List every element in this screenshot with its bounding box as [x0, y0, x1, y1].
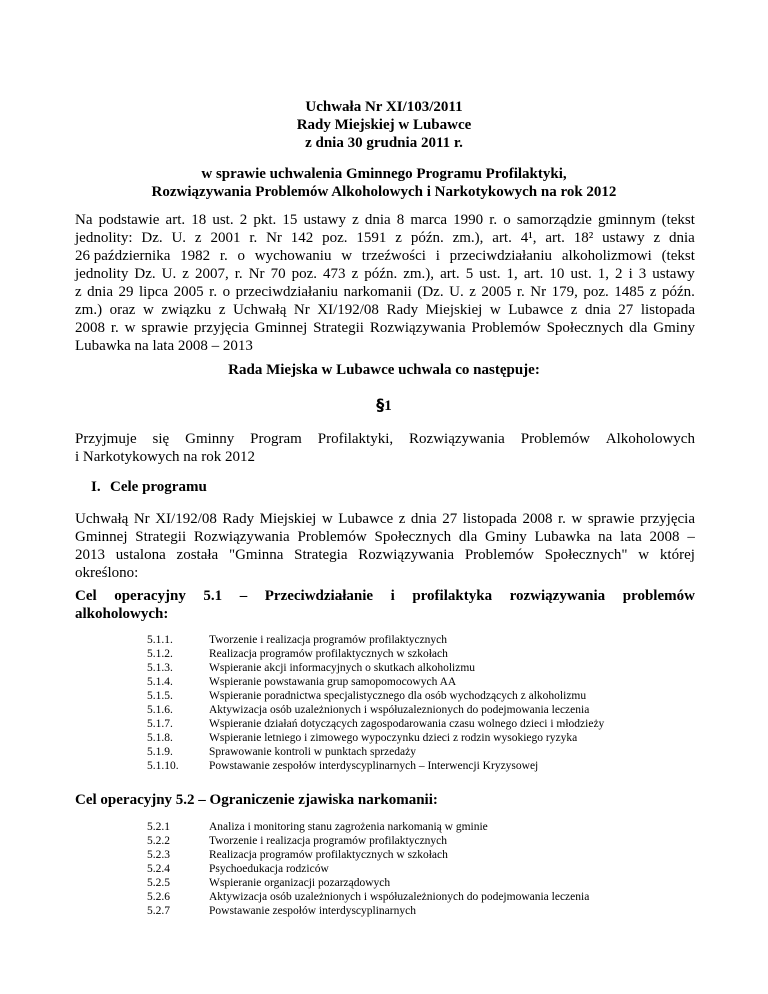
legal-basis-line: [75, 247, 695, 265]
legal-basis-word: art.: [440, 266, 460, 282]
section-1-word: 27: [442, 511, 458, 527]
legal-basis-word: Problemów: [471, 320, 541, 336]
legal-basis-word: zm.),: [452, 230, 484, 246]
legal-basis-word: oraz: [109, 302, 136, 318]
legal-basis-word: 70: [270, 266, 286, 282]
legal-basis-word: art.: [545, 230, 565, 246]
legal-basis-word: w: [341, 248, 353, 264]
legal-basis-word: Rady: [386, 302, 419, 318]
paragraph-1-word: Przyjmuje: [75, 431, 137, 447]
legal-basis-word: w: [142, 302, 154, 318]
legal-basis-word: jednolity: [75, 266, 129, 282]
legal-basis-word: 29: [118, 284, 134, 300]
section-1-word: w: [571, 511, 583, 527]
goal-51-item-text: Tworzenie i realizacja programów profilaktycznych: [209, 634, 448, 646]
section-1-word: 2008: [649, 529, 680, 545]
goal-51-item: [147, 703, 707, 717]
goal-52-list: [147, 820, 707, 918]
paragraph-1-word: Profilaktyki,: [317, 431, 394, 447]
legal-basis-word: o: [503, 212, 511, 228]
legal-basis-word: z: [194, 230, 202, 246]
goal-51-item-number: 5.1.6.: [147, 704, 173, 716]
legal-basis-word: pkt.: [253, 212, 277, 228]
legal-basis-word: Gminy: [653, 320, 695, 336]
legal-basis-word: Uchwałą: [233, 302, 287, 318]
legal-basis-line: [75, 319, 695, 337]
legal-basis-word: 1591: [356, 230, 387, 246]
goal-52-item: [147, 862, 707, 876]
goal-51-item: [147, 647, 707, 661]
section-1-paragraph: [75, 510, 695, 582]
section-1-word: dla: [458, 529, 478, 545]
goal-51-item-number: 5.1.5.: [147, 690, 173, 702]
legal-basis-word: poz.: [583, 284, 609, 300]
legal-basis-word: Na: [75, 212, 93, 228]
legal-basis-word: 1,: [506, 266, 518, 282]
section-1-line: [75, 510, 695, 528]
legal-basis-word: (tekst: [661, 212, 695, 228]
goal-52-item-number: 5.2.1: [147, 821, 170, 833]
goal-52-item-text: Psychoedukacja rodziców: [209, 863, 329, 875]
legal-basis-word: narkomanii: [343, 284, 412, 300]
section-1-word: dnia: [410, 511, 437, 527]
section-1-word: 2013: [75, 547, 105, 563]
goal-51-item: [147, 759, 707, 773]
resolution-number: Uchwała Nr XI/103/2011: [305, 99, 463, 115]
goal-52-item-number: 5.2.6: [147, 891, 170, 903]
goal-51-item: [147, 731, 707, 745]
paragraph-1-word: Problemów: [520, 431, 590, 447]
paragraph-1-word: Gminny: [185, 431, 235, 447]
section-1-word: została: [176, 547, 219, 563]
legal-basis-word: dnia: [584, 302, 611, 318]
section-1-word: z: [398, 511, 406, 527]
legal-basis-word: Nr: [293, 302, 310, 318]
legal-basis-word: z: [469, 284, 476, 300]
goal-51-word: profilaktyka: [412, 588, 493, 604]
goal-52-item-number: 5.2.7: [147, 905, 170, 917]
legal-basis-word: z: [395, 230, 402, 246]
legal-basis-word: 3: [638, 266, 647, 282]
legal-basis-word: 10: [549, 266, 565, 282]
goal-51-item-text: Wspieranie powstawania grup samopomocowych AA: [209, 676, 457, 688]
goal-51-item-text: Wspieranie poradnictwa specjalistycznego dla osób wychodzących z alkoholizmu: [209, 690, 587, 702]
legal-basis-word: z: [351, 266, 359, 282]
legal-basis-word: 2: [239, 212, 248, 228]
goal-51-word: i: [390, 588, 395, 604]
goal-52-item-text: Tworzenie i realizacja programów profilaktycznych: [209, 835, 448, 847]
legal-basis-word: Społecznych: [546, 320, 624, 336]
goal-52-item-number: 5.2.2: [147, 835, 170, 847]
legal-basis-word: zm.): [75, 302, 103, 318]
legal-basis-word: dnia: [669, 230, 695, 246]
section-1-word: Lubawka: [534, 529, 591, 545]
legal-basis-word: poz.: [291, 266, 318, 282]
section-1-word: w: [321, 511, 333, 527]
legal-basis-word: 18: [191, 212, 207, 228]
legal-basis-word: art.: [492, 230, 512, 246]
subject-line-2: Rozwiązywania Problemów Alkoholowych i Narkotykowych na rok 2012: [151, 184, 617, 200]
legal-basis-word: r.: [489, 212, 498, 228]
resolution-title: [0, 98, 768, 152]
goal-52-item: [147, 876, 707, 890]
goal-51-item-number: 5.1.1.: [147, 634, 173, 646]
legal-basis-word: i: [628, 266, 633, 282]
legal-basis-word: U.: [161, 266, 177, 282]
legal-basis-word: Gminnej: [254, 320, 308, 336]
goal-52-item-number: 5.2.3: [147, 849, 170, 861]
goal-52-item: [147, 904, 707, 918]
legal-basis-last-line: Lubawka na lata 2008 – 2013: [75, 338, 253, 354]
goal-51-item: [147, 675, 707, 689]
paragraph-1-line-2: i Narkotykowych na rok 2012: [75, 449, 255, 465]
legal-basis-word: 142: [290, 230, 314, 246]
legal-basis-line: [75, 265, 695, 283]
legal-basis-line: [75, 229, 695, 247]
goal-52-item-text: Realizacja programów profilaktycznych w szkołach: [209, 849, 448, 861]
legal-basis-line: [75, 301, 695, 319]
legal-basis-word: późn.: [410, 230, 444, 246]
legal-basis-word: 473: [323, 266, 346, 282]
legal-basis-word: Lubawce: [508, 302, 564, 318]
goal-51-item-number: 5.1.10.: [147, 760, 179, 772]
goal-52-item-number: 5.2.5: [147, 877, 170, 889]
legal-basis-word: ust.: [212, 212, 234, 228]
legal-basis-word: sprawie: [141, 320, 189, 336]
goal-51-item: [147, 661, 707, 675]
legal-basis-word: r.: [234, 266, 243, 282]
legal-basis-word: późn.: [661, 284, 695, 300]
legal-basis-word: Dz.: [141, 230, 163, 246]
goal-51-item-text: Wspieranie letniego i zimowego wypoczynku dzieci z rodzin wysokiego ryzyka: [209, 732, 578, 744]
paragraph-heading: [0, 395, 768, 416]
legal-basis-word: 1,: [597, 266, 609, 282]
goal-51-word: operacyjny: [114, 588, 186, 604]
section-1-word: której: [659, 547, 695, 563]
section-1-word: Rady: [222, 511, 255, 527]
legal-basis-word: jednolity:: [75, 230, 133, 246]
legal-basis-word: dla: [629, 320, 648, 336]
legal-basis-word: gminnym: [597, 212, 656, 228]
legal-basis-word: z: [352, 212, 359, 228]
legal-basis-word: ust.: [570, 266, 592, 282]
goal-51-word: 5.1: [203, 588, 223, 604]
legal-basis-word: r.: [516, 284, 525, 300]
legal-basis-word: ustawy: [652, 266, 695, 282]
section-1-word: "Gminna: [228, 547, 284, 563]
goal-51-item-number: 5.1.4.: [147, 676, 173, 688]
legal-basis-word: 8: [396, 212, 405, 228]
goal-51-item-number: 5.1.2.: [147, 648, 173, 660]
section-1-word: sprawie: [587, 511, 635, 527]
paragraph-1-line-1: [75, 430, 695, 448]
section-1-word: Uchwałą: [75, 511, 129, 527]
section-1-word: Gminnej: [75, 529, 128, 545]
paragraph-sign: §: [376, 395, 385, 414]
legal-basis-word: wychowaniu: [254, 248, 332, 264]
goal-52-item: [147, 820, 707, 834]
goal-51-line-2: alkoholowych:: [75, 606, 169, 622]
legal-basis-word: 1990: [453, 212, 484, 228]
section-1-word: Strategia: [294, 547, 348, 563]
legal-basis-word: związku: [161, 302, 212, 318]
legal-basis-word: (Dz.: [417, 284, 444, 300]
legal-basis-word: Strategii: [313, 320, 364, 336]
legal-basis-word: z: [182, 266, 189, 282]
legal-basis-word: z: [570, 302, 578, 318]
goal-51-item-number: 5.1.3.: [147, 662, 173, 674]
legal-basis-word: alkoholizmowi: [561, 248, 652, 264]
goal-52-item-text: Aktywizacja osób uzależnionych i współuzależnionych do podejmowania leczenia: [209, 891, 590, 903]
legal-basis-word: 26 października: [75, 248, 171, 264]
legal-basis-word: z: [75, 284, 82, 300]
section-number: I.: [91, 479, 101, 495]
legal-basis-word: 2008: [75, 320, 105, 336]
section-1-line: [75, 528, 695, 546]
section-1-word: Nr: [133, 511, 150, 527]
goal-51-item-number: 5.1.9.: [147, 746, 173, 758]
legal-basis-word: XI/192/08: [317, 302, 379, 318]
section-1-word: Rozwiązywania: [358, 547, 455, 563]
legal-basis-word: 18²: [573, 230, 594, 246]
section-1-word: Problemów: [297, 529, 367, 545]
goal-52-item-text: Wspieranie organizacji pozarządowych: [209, 877, 391, 889]
section-1-word: przyjęcia: [640, 511, 695, 527]
resolution-statement: Rada Miejska w Lubawce uchwala co następuje:: [228, 362, 540, 378]
goal-51-item-text: Aktywizacja osób uzależnionych i współuzaleznionych do podejmowania leczenia: [209, 704, 590, 716]
legal-basis-word: listopada: [640, 302, 695, 318]
legal-basis-word: dnia: [364, 212, 391, 228]
legal-basis-word: i: [435, 248, 440, 264]
section-1-last-line: określono:: [75, 565, 139, 581]
goal-51-item-text: Wspieranie akcji informacyjnych o skutkach alkoholizmu: [209, 662, 476, 674]
legal-basis-word: 2: [615, 266, 623, 282]
paragraph-1-text: [75, 430, 695, 466]
section-1-word: Rozwiązywania: [193, 529, 290, 545]
legal-basis-word: w: [124, 320, 136, 336]
legal-basis-word: Dz.: [134, 266, 156, 282]
legal-basis-line: [75, 211, 695, 229]
goal-52-item-number: 5.2.4: [147, 863, 170, 875]
legal-basis-word: r.: [249, 230, 258, 246]
goal-51-item-text: Realizacja programów profilaktycznych w szkołach: [209, 648, 448, 660]
paragraph-1-word: się: [152, 431, 170, 447]
legal-basis-word: ust.: [479, 266, 501, 282]
legal-basis-word: z: [218, 302, 226, 318]
legal-basis-word: art.: [165, 212, 186, 228]
legal-basis-word: 1485: [614, 284, 645, 300]
legal-basis-word: samorządzie: [516, 212, 592, 228]
legal-basis-word: Nr: [248, 266, 265, 282]
legal-basis-word: 2007,: [194, 266, 229, 282]
legal-basis-word: Rozwiązywania: [369, 320, 466, 336]
goal-52-item-text: Powstawanie zespołów interdyscyplinarnych: [209, 905, 416, 917]
goal-51-word: Przeciwdziałanie: [264, 588, 374, 604]
legal-basis-word: 5: [465, 266, 474, 282]
legal-basis-word: w: [489, 302, 501, 318]
section-1-word: Strategii: [135, 529, 187, 545]
goal-51-item: [147, 745, 707, 759]
legal-basis-word: r.: [219, 248, 228, 264]
goal-51-item-text: Powstawanie zespołów interdyscyplinarnych – Interwencji Kryzysowej: [209, 760, 539, 772]
legal-basis-word: późn.: [364, 266, 398, 282]
legal-basis-word: r.: [110, 320, 119, 336]
legal-basis-word: z: [649, 284, 657, 300]
goal-51-item-number: 5.1.8.: [147, 732, 173, 744]
section-1-word: Lubawce: [338, 511, 394, 527]
subject-line-1: w sprawie uchwalenia Gminnego Programu Profilaktyki,: [201, 166, 567, 182]
goal-51-line-1: [75, 587, 695, 605]
legal-basis-word: Miejskiej: [425, 302, 483, 318]
legal-basis-word: podstawie: [98, 212, 160, 228]
goal-52-item-text: Analiza i monitoring stanu zagrożenia narkomanią w gminie: [209, 821, 488, 833]
legal-basis-word: ustawy: [602, 230, 645, 246]
goal-51-item: [147, 633, 707, 647]
section-1-word: –: [687, 529, 695, 545]
legal-basis-word: (tekst: [661, 248, 695, 264]
section-1-word: w: [638, 547, 650, 563]
section-1-word: lata: [620, 529, 642, 545]
legal-basis-word: 2005: [481, 284, 512, 300]
goal-52-item: [147, 834, 707, 848]
resolution-subject: [0, 165, 768, 201]
section-1-word: Miejskiej: [259, 511, 317, 527]
goal-51-heading: [75, 587, 695, 623]
legal-basis-word: 27: [618, 302, 634, 318]
paragraph-1-word: Alkoholowych: [605, 431, 695, 447]
section-title: Cele programu: [110, 479, 207, 495]
legal-basis-word: dnia: [87, 284, 113, 300]
paragraph-1-word: Program: [250, 431, 302, 447]
legal-basis-word: przeciwdziałaniu: [235, 284, 339, 300]
section-1-word: Problemów: [464, 547, 534, 563]
legal-basis-line: [75, 283, 695, 301]
goal-51-word: rozwiązywania: [509, 588, 606, 604]
legal-basis-word: 15: [282, 212, 298, 228]
goal-51-word: problemów: [622, 588, 695, 604]
legal-basis-paragraph: [75, 211, 695, 355]
legal-basis-word: 1982: [180, 248, 211, 264]
legal-basis-word: trzeźwości: [361, 248, 426, 264]
section-1-word: 2008: [522, 511, 553, 527]
section-1-word: r.: [558, 511, 566, 527]
goal-51-item: [147, 689, 707, 703]
legal-basis-word: Nr: [266, 230, 282, 246]
section-1-line: [75, 546, 695, 564]
council-name: Rady Miejskiej w Lubawce: [296, 117, 472, 133]
legal-basis-word: zm.),: [403, 266, 435, 282]
legal-basis-word: 179,: [551, 284, 578, 300]
legal-basis-word: 2005: [173, 284, 204, 300]
section-1-word: XI/192/08: [155, 511, 217, 527]
goal-51-item: [147, 717, 707, 731]
goal-51-item-text: Sprawowanie kontroli w punktach sprzedaży: [209, 746, 416, 758]
legal-basis-word: o: [237, 248, 246, 264]
section-1-word: Społecznych": [544, 547, 628, 563]
paragraph-1-word: Rozwiązywania: [409, 431, 505, 447]
legal-basis-word: z: [653, 230, 661, 246]
legal-basis-word: przyjęcia: [193, 320, 249, 336]
legal-basis-word: przeciwdziałaniu: [449, 248, 553, 264]
goal-51-word: –: [239, 588, 248, 604]
goal-52-heading: Cel operacyjny 5.2 – Ograniczenie zjawiska narkomanii:: [75, 792, 438, 808]
legal-basis-word: Nr: [530, 284, 547, 300]
legal-basis-word: lipca: [139, 284, 169, 300]
resolution-date: z dnia 30 grudnia 2011 r.: [305, 135, 463, 151]
legal-basis-word: o: [222, 284, 231, 300]
legal-basis-word: U.: [449, 284, 464, 300]
legal-basis-word: marca: [410, 212, 448, 228]
goal-51-word: Cel: [75, 588, 97, 604]
goal-52-item: [147, 890, 707, 904]
section-heading: [91, 478, 207, 496]
legal-basis-word: 2001: [210, 230, 241, 246]
legal-basis-word: art.: [523, 266, 544, 282]
paragraph-number: 1: [384, 398, 392, 414]
goal-51-item-text: Wspieranie działań dotyczących zagospodarowania czasu wolnego dzieci i młodzieży: [209, 718, 605, 730]
legal-basis-word: poz.: [322, 230, 348, 246]
goal-52-item: [147, 848, 707, 862]
section-1-word: na: [598, 529, 613, 545]
section-1-word: Społecznych: [374, 529, 452, 545]
section-1-word: listopada: [462, 511, 517, 527]
legal-basis-word: 4¹,: [520, 230, 537, 246]
legal-basis-word: U.: [171, 230, 187, 246]
goal-51-list: [147, 633, 707, 773]
section-1-word: ustalona: [115, 547, 166, 563]
legal-basis-word: ustawy: [303, 212, 346, 228]
section-1-word: Gminy: [485, 529, 527, 545]
goal-51-item-number: 5.1.7.: [147, 718, 173, 730]
legal-basis-word: r.: [209, 284, 218, 300]
